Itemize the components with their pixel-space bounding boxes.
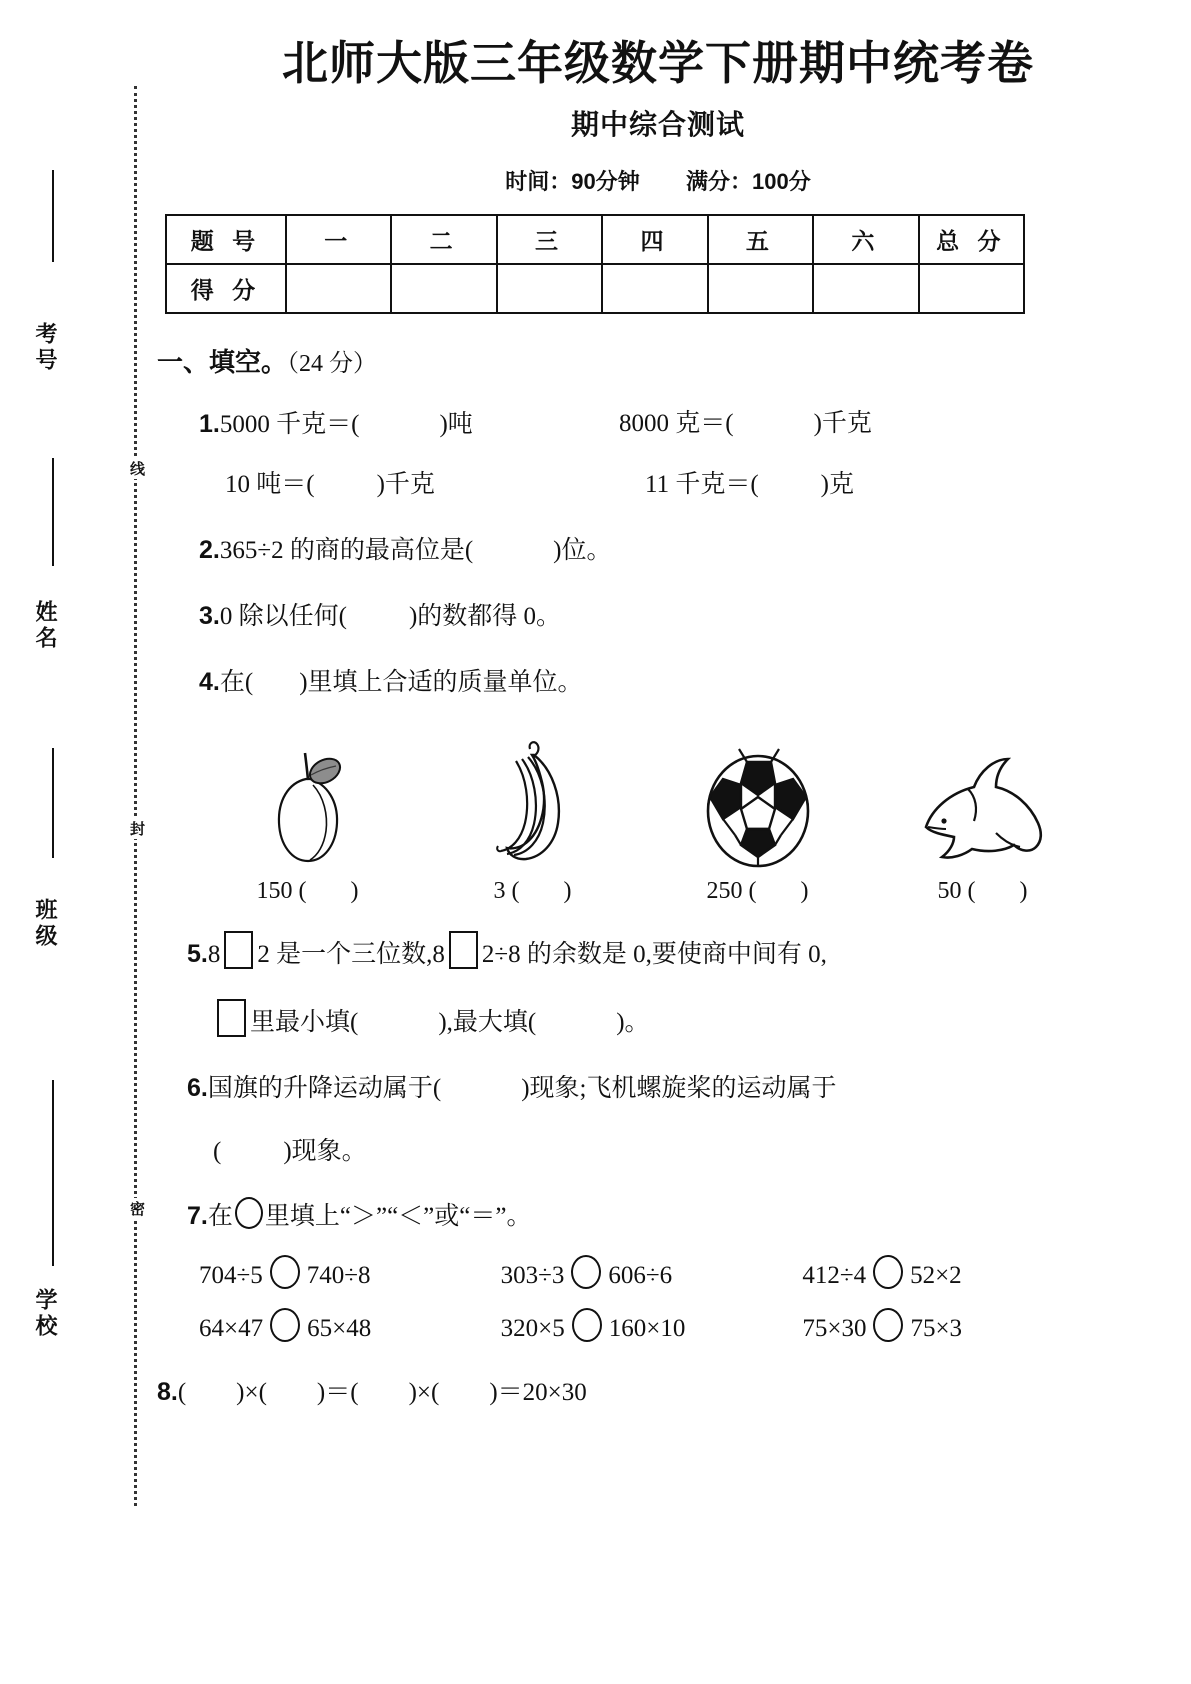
score-table-col-3: 三 (497, 215, 602, 264)
page-subtitle: 期中综合测试 (570, 108, 745, 140)
compare-item-4-left: 64×47 (199, 1315, 264, 1343)
question-6-p3: ( (213, 1137, 222, 1165)
compare-item-4 (199, 1308, 501, 1343)
question-1-number: 1. (199, 409, 220, 438)
compare-item-5 (501, 1308, 803, 1343)
question-1-a-text: 5000 千克＝( (219, 410, 360, 438)
exam-sheet (155, 0, 1191, 1684)
question-7 (187, 1197, 1191, 1237)
score-table-col-1: 一 (286, 215, 391, 264)
banana-icon (433, 735, 633, 870)
question-5-p5: ),最大填( (438, 1009, 537, 1037)
question-4-text: 在( (219, 668, 254, 696)
question-6-p2: )现象;飞机螺旋桨的运动属于 (521, 1074, 837, 1102)
question-5-p1: 8 (207, 941, 221, 969)
compare-item-2-circle[interactable] (571, 1255, 601, 1289)
field-rule-exam-number (52, 170, 54, 262)
field-rule-student-name (52, 458, 54, 566)
question-1 (199, 405, 1191, 506)
question-1-b-end: )千克 (813, 409, 872, 437)
question-3-text-end: )的数都得 0。 (408, 602, 562, 630)
score-table (165, 214, 1025, 314)
question-1-c-end: )千克 (376, 471, 435, 499)
compare-item-4-circle[interactable] (270, 1308, 300, 1342)
question-3-text: 0 除以任何( (219, 602, 347, 630)
question-5-box-3[interactable] (217, 999, 246, 1037)
compare-item-6-left: 75×30 (802, 1315, 867, 1343)
picture-label-soccer-ball-close: ) (800, 878, 809, 905)
picture-label-dolphin-open: ( (967, 878, 976, 905)
picture-label-pear-open: ( (298, 878, 307, 905)
picture-label-banana (433, 878, 633, 905)
question-5-box-2[interactable] (449, 931, 478, 969)
score-cell-3[interactable] (497, 264, 602, 313)
picture-cell-pear (208, 735, 408, 870)
exam-total-label: 满分：100分 (686, 168, 811, 194)
score-table-col-5: 五 (708, 215, 813, 264)
question-7-row-1 (199, 1255, 1104, 1290)
question-5-p2: 2 是一个三位数,8 (257, 941, 445, 969)
question-4-number: 4. (199, 667, 220, 696)
field-label-student-name: 姓名 (33, 600, 58, 652)
picture-cell-banana (433, 735, 633, 870)
field-label-school: 学校 (33, 1288, 58, 1340)
question-2-number: 2. (199, 536, 220, 565)
question-8-text[interactable]: ( )×( )＝( )×( )＝20×30 (177, 1379, 587, 1407)
score-table-col-4: 四 (602, 215, 707, 264)
compare-item-3-left: 412÷4 (802, 1262, 867, 1290)
table-row-question-numbers (166, 215, 1024, 264)
compare-item-6 (802, 1308, 1104, 1343)
picture-label-banana-close: ) (563, 878, 572, 905)
question-4-picture-row (195, 720, 1095, 870)
compare-item-2 (501, 1255, 803, 1290)
question-5-p6: )。 (616, 1009, 650, 1037)
score-table-rowhead-score: 得 分 (166, 264, 286, 313)
seal-char-line: 线 (126, 458, 147, 479)
question-1-c-text: 10 吨＝( (225, 471, 315, 499)
picture-label-soccer-ball-open: ( (748, 878, 757, 905)
compare-item-3-right: 52×2 (910, 1262, 962, 1290)
soccer-ball-icon (658, 735, 858, 870)
question-6-p4: )现象。 (283, 1137, 367, 1165)
compare-item-2-left: 303÷3 (500, 1262, 565, 1290)
picture-cell-soccer-ball (658, 735, 858, 870)
question-2-text-end: )位。 (553, 537, 612, 565)
field-label-exam-number: 考号 (33, 322, 58, 374)
compare-item-3 (802, 1255, 1104, 1290)
table-row-scores (166, 264, 1024, 313)
compare-item-1-right: 740÷8 (306, 1262, 371, 1290)
score-cell-5[interactable] (708, 264, 813, 313)
question-4-label-row (195, 878, 1095, 905)
question-3 (199, 597, 1191, 637)
picture-label-banana-open: ( (511, 878, 520, 905)
picture-label-dolphin (883, 878, 1083, 905)
section-heading-text: 一、填空。 (157, 346, 288, 377)
question-7-post: 里填上“＞”“＜”或“＝”。 (264, 1203, 532, 1231)
picture-label-dolphin-value: 50 (937, 878, 962, 905)
exam-time-label: 时间：90分钟 (505, 168, 640, 194)
picture-label-dolphin-close: ) (1019, 878, 1028, 905)
picture-label-banana-value: 3 (493, 878, 506, 905)
page-title: 北师大版三年级数学下册期中统考卷 (282, 37, 1034, 89)
score-table-col-6: 六 (813, 215, 918, 264)
seal-margin (0, 0, 155, 1684)
section-points: （24 分） (287, 350, 378, 377)
score-table-col-total: 总 分 (919, 215, 1024, 264)
question-2 (199, 531, 1191, 571)
question-7-row-2 (199, 1308, 1104, 1343)
compare-item-5-circle[interactable] (572, 1308, 602, 1342)
picture-label-soccer-ball-value: 250 (706, 878, 743, 905)
question-2-text: 365÷2 的商的最高位是( (219, 537, 474, 565)
question-5-box-1[interactable] (224, 931, 253, 969)
question-4-text-end: )里填上合适的质量单位。 (299, 668, 583, 696)
score-cell-4[interactable] (602, 264, 707, 313)
question-7-pre: 在 (207, 1203, 233, 1231)
exam-meta (155, 165, 1191, 196)
question-6-p1: 国旗的升降运动属于( (207, 1074, 442, 1102)
question-1-d-text: 11 千克＝( (645, 471, 759, 499)
compare-item-1-circle[interactable] (270, 1255, 300, 1289)
score-cell-2[interactable] (391, 264, 496, 313)
question-1-d-end: )克 (820, 471, 854, 499)
question-1-a-end: )吨 (439, 410, 473, 438)
question-4 (199, 663, 1191, 703)
compare-item-6-right: 75×3 (910, 1315, 963, 1343)
picture-label-soccer-ball (658, 878, 858, 905)
question-7-number: 7. (187, 1202, 208, 1231)
compare-item-5-left: 320×5 (500, 1315, 565, 1343)
question-6-number: 6. (187, 1073, 208, 1102)
question-6 (187, 1069, 1191, 1172)
compare-item-3-circle[interactable] (873, 1255, 903, 1289)
compare-item-6-circle[interactable] (873, 1308, 903, 1342)
seal-dotted-line (134, 86, 137, 1506)
picture-label-pear-value: 150 (256, 878, 293, 905)
field-label-class: 班级 (33, 898, 58, 950)
pear-icon (208, 735, 408, 870)
dolphin-icon (883, 735, 1083, 870)
compare-item-2-right: 606÷6 (608, 1262, 673, 1290)
question-8 (157, 1373, 1191, 1413)
question-5-p3: 2÷8 的余数是 0,要使商中间有 0, (481, 941, 827, 969)
question-3-number: 3. (199, 601, 220, 630)
question-5-p4: 里最小填( (250, 1009, 359, 1037)
score-cell-total[interactable] (919, 264, 1024, 313)
score-cell-1[interactable] (286, 264, 391, 313)
question-8-number: 8. (157, 1378, 178, 1407)
question-5 (187, 931, 1191, 1043)
compare-item-4-right: 65×48 (307, 1315, 372, 1343)
picture-label-pear-close: ) (350, 878, 359, 905)
question-5-number: 5. (187, 940, 208, 969)
picture-cell-dolphin (883, 735, 1083, 870)
section-heading-fill-in-blank (157, 342, 1191, 379)
question-1-b-text: 8000 克＝( (619, 409, 734, 437)
compare-item-1 (199, 1255, 501, 1290)
compare-item-5-right: 160×10 (608, 1315, 686, 1343)
picture-label-pear (208, 878, 408, 905)
compare-item-1-left: 704÷5 (199, 1262, 263, 1290)
score-cell-6[interactable] (813, 264, 918, 313)
field-rule-school (52, 1080, 54, 1266)
score-table-col-2: 二 (391, 215, 496, 264)
question-7-circle-icon (235, 1197, 263, 1229)
seal-char-secret: 密 (126, 1198, 147, 1219)
score-table-rowhead-question: 题 号 (166, 215, 286, 264)
seal-char-seal: 封 (126, 818, 147, 839)
field-rule-class (52, 748, 54, 858)
